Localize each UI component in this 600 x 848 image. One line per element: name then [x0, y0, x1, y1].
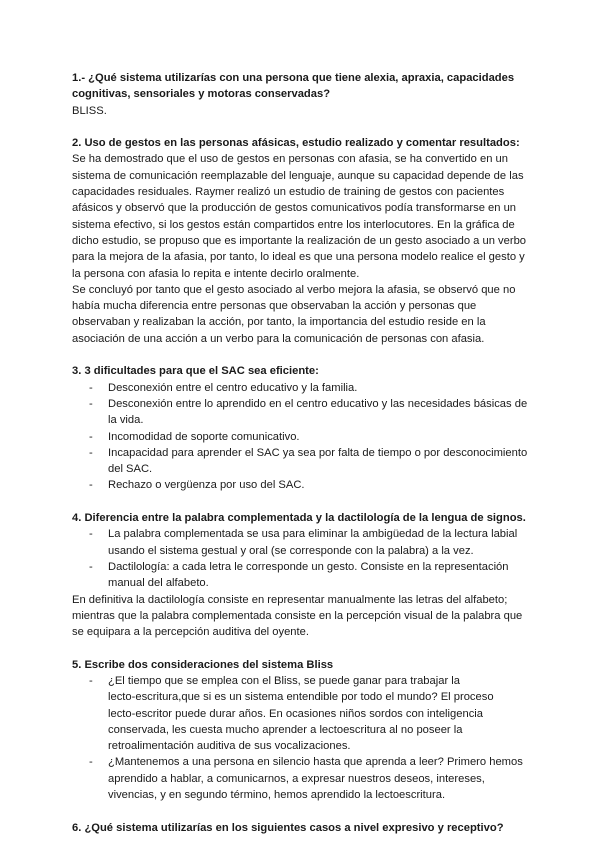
list-item-line: manual del alfabeto.: [108, 577, 209, 590]
section-heading: 4. Diferencia entre la palabra complementada y la dactilología de la lengua de signos.: [72, 512, 526, 525]
spacer: [72, 119, 552, 135]
paragraph-line: dicho estudio, se propuso que es importante la realización de un gesto asociado a un verbo: [72, 234, 527, 247]
paragraph-line: sistema de comunicación reemplazable del lenguaje, aunque su capacidad depende de las: [72, 169, 524, 182]
bullet-dash: -: [89, 397, 93, 410]
paragraph-line: Se ha demostrado que el uso de gestos en personas con afasia, se ha convertido en un: [72, 153, 508, 166]
list-item-line: Desconexión entre el centro educativo y la familia.: [108, 381, 358, 394]
list-item-line: ¿Mantenemos a una persona en silencio hasta que aprenda a leer? Primero hemos: [108, 756, 523, 769]
bullet-dash: -: [89, 560, 93, 573]
section-5: [72, 657, 552, 804]
section-6: [72, 820, 552, 836]
document-page: [72, 70, 552, 836]
list-item: [72, 380, 552, 396]
section-heading: cognitivas, sensoriales y motoras conservadas?: [72, 88, 331, 101]
paragraph-line: Se concluyó por tanto que el gesto asociado al verbo mejora la afasia, se observó que no: [72, 283, 516, 296]
bullet-dash: -: [89, 381, 93, 394]
paragraph-line: sistema efectivo, si los gestos están compartidos entre los interlocutores. En la gráfica de: [72, 218, 515, 231]
list-item: [72, 429, 552, 445]
section-heading: 5. Escribe dos consideraciones del sistema Bliss: [72, 658, 334, 671]
list-item-line: Incapacidad para aprender el SAC ya sea por falta de tiempo o por desconocimiento: [108, 446, 528, 459]
paragraph-line: mientras que la palabra complementada consiste en la percepción visual de la palabra que: [72, 609, 523, 622]
paragraph: [72, 592, 552, 641]
section-3: [72, 363, 552, 493]
list-item-line: ¿El tiempo que se emplea con el Bliss, se puede ganar para trabajar la: [108, 674, 460, 687]
paragraph-line: observaban y realizaban la acción, por tanto, la importancia del estudio reside en la: [72, 316, 486, 329]
paragraph-line: En definitiva la dactilología consiste en representar manualmente las letras del alfabeto;: [72, 593, 508, 606]
bullet-dash: -: [89, 446, 93, 459]
spacer: [72, 347, 552, 363]
bullet-dash: -: [89, 528, 93, 541]
list-item-line: lecto-escritura,que si es un sistema entendible por todo el mundo? El proceso: [108, 691, 494, 704]
spacer: [72, 494, 552, 510]
spacer: [72, 640, 552, 656]
list-item-line: Dactilología: a cada letra le corresponde un gesto. Consiste en la representación: [108, 560, 509, 573]
section-heading: 6. ¿Qué sistema utilizarías en los siguientes casos a nivel expresivo y receptivo?: [72, 821, 504, 834]
section-4: [72, 510, 552, 640]
list-item-line: conservada, les cuesta mucho aprender a lectoescritura al no poseer la: [108, 723, 463, 736]
bullet-dash: -: [89, 674, 93, 687]
section-2: [72, 135, 552, 347]
list-item-line: usando el sistema gestual y oral (se corresponde con la palabra) a la vez.: [108, 544, 474, 557]
paragraph: [72, 151, 552, 347]
list-item: [72, 477, 552, 493]
list-item: [72, 526, 552, 559]
list-item-line: lecto-escritor puede durar años. En ocasiones niños sordos con inteligencia: [108, 707, 483, 720]
list-item: [72, 673, 552, 754]
spacer: [72, 803, 552, 819]
list-item-line: La palabra complementada se usa para eliminar la ambigüedad de la lectura labial: [108, 528, 518, 541]
paragraph-line: se equipara a la percepción auditiva del oyente.: [72, 626, 309, 639]
list-item: [72, 754, 552, 803]
list-item: [72, 396, 552, 429]
list-item-line: Rechazo o vergüenza por uso del SAC.: [108, 479, 305, 492]
paragraph: [72, 103, 552, 119]
paragraph-line: para la mejora de la afasia, por tanto, lo ideal es que una persona modelo realice el gesto y: [72, 251, 525, 264]
list-item: [72, 445, 552, 478]
list-item-line: aprendido a hablar, a comunicarnos, a expresar nuestros deseos, intereses,: [108, 772, 485, 785]
section-heading: 2. Uso de gestos en las personas afásicas, estudio realizado y comentar resultados:: [72, 137, 520, 150]
list-item-line: retroalimentación auditiva de sus vocalizaciones.: [108, 740, 351, 753]
list-item-line: vivencias, y en segundo término, hemos aprendido la lectoescritura.: [108, 789, 446, 802]
paragraph-line: afásicos y observó que la producción de gestos comunicativos podía transformarse en un: [72, 202, 517, 215]
paragraph-line: la persona con afasia lo repita e intente decirlo oralmente.: [72, 267, 360, 280]
section-heading: 3. 3 dificultades para que el SAC sea eficiente:: [72, 365, 319, 378]
bullet-dash: -: [89, 479, 93, 492]
list-item-line: Incomodidad de soporte comunicativo.: [108, 430, 300, 443]
paragraph-line: capacidades residuales. Raymer realizó un estudio de training de gestos con pacientes: [72, 186, 505, 199]
list-item: [72, 559, 552, 592]
list-item-line: del SAC.: [108, 463, 153, 476]
paragraph-line: había mucha diferencia entre personas que observaban la acción y personas que: [72, 300, 477, 313]
section-1: [72, 70, 552, 119]
bullet-dash: -: [89, 430, 93, 443]
paragraph-line: asociación de una acción a un verbo para la comunicación de personas con afasia.: [72, 332, 485, 345]
list-item-line: la vida.: [108, 414, 144, 427]
bullet-dash: -: [89, 756, 93, 769]
list-item-line: Desconexión entre lo aprendido en el centro educativo y las necesidades básicas de: [108, 397, 528, 410]
section-heading: 1.- ¿Qué sistema utilizarías con una persona que tiene alexia, apraxia, capacidades: [72, 72, 515, 84]
paragraph-line: BLISS.: [72, 104, 107, 117]
